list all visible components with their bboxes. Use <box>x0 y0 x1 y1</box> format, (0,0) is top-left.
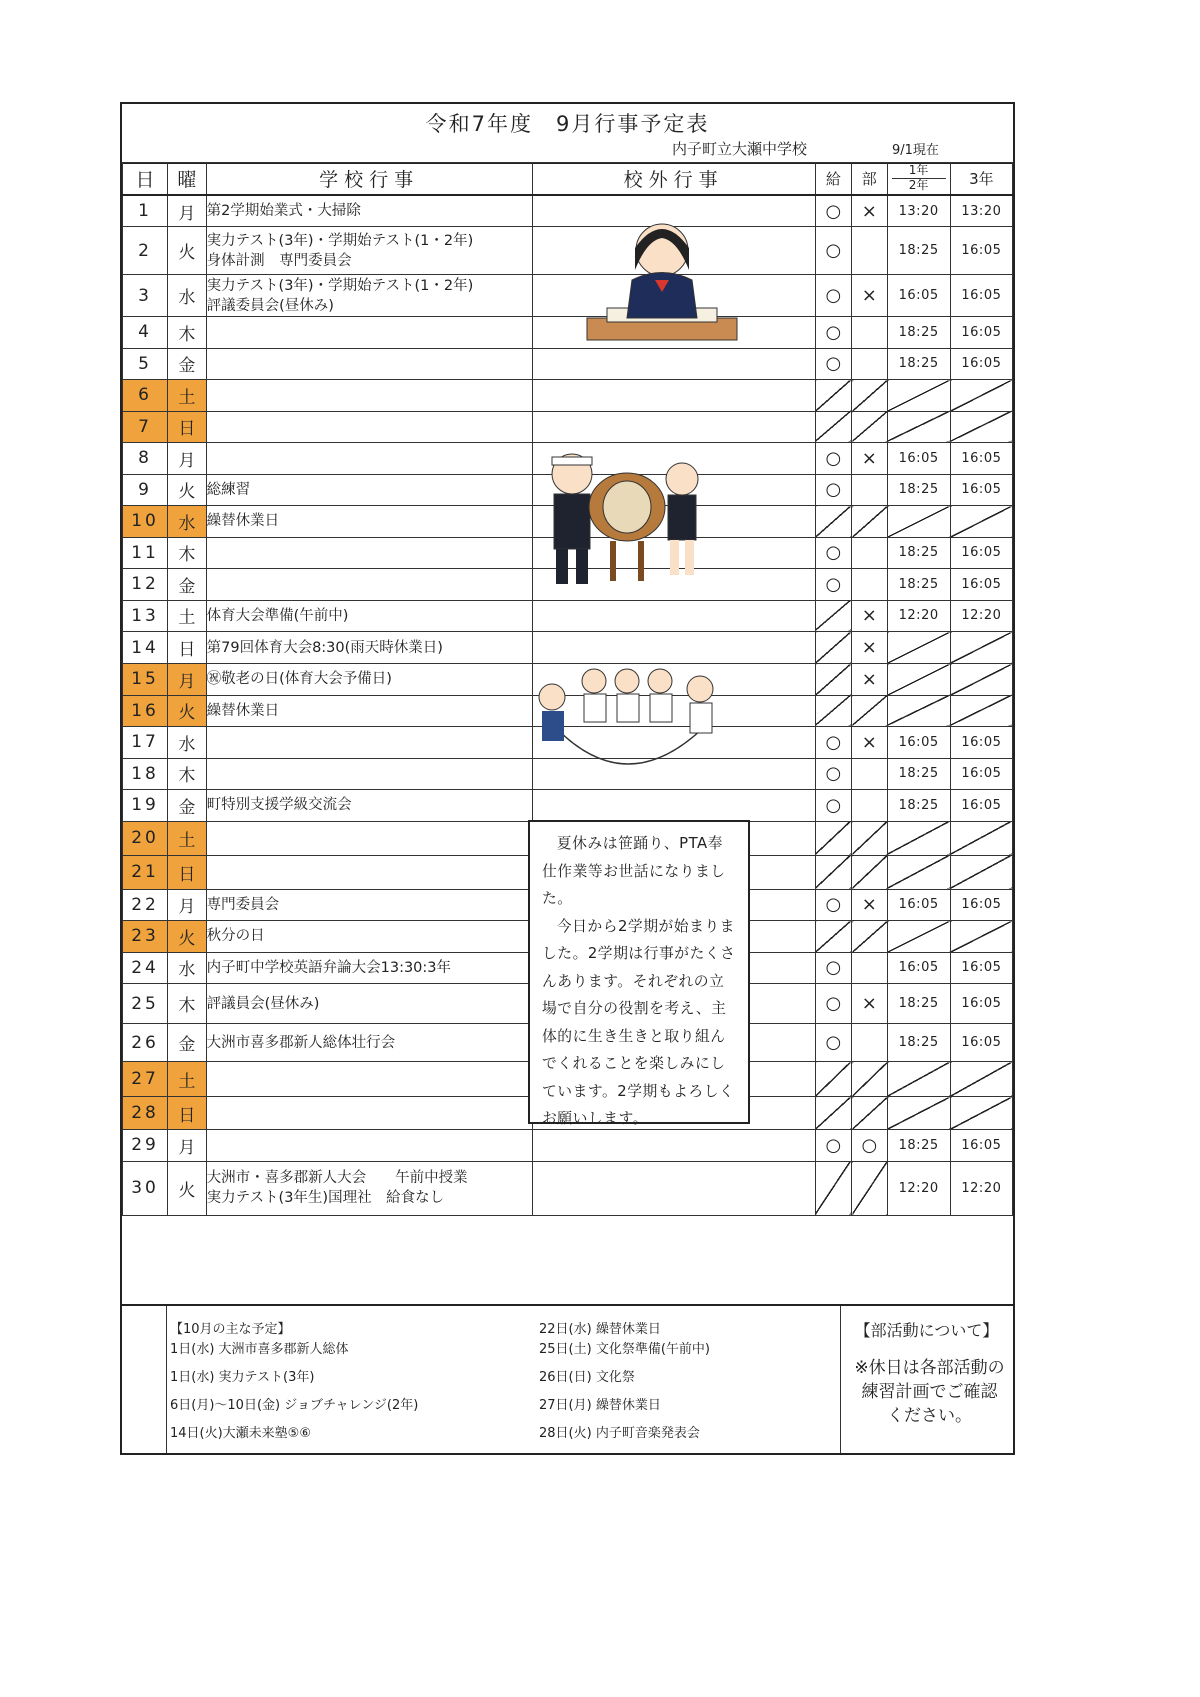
weekday: 水 <box>168 275 207 317</box>
club-cell <box>852 1097 887 1130</box>
school-event-text: 繰替休業日 <box>206 513 280 530</box>
school-event-text: 実力テスト(3年生)国理社 給食なし <box>206 1190 445 1206</box>
grade3-end-time <box>950 506 1012 538</box>
grade3-end-time: 16:05 <box>950 790 1012 822</box>
lunch-cell: ○ <box>815 474 851 506</box>
header-grade12 <box>887 163 950 196</box>
grade3-end-time: 16:05 <box>950 1130 1012 1162</box>
grade12-end-time: 18:25 <box>887 317 950 349</box>
header-row <box>123 163 1013 196</box>
weekday: 木 <box>168 758 207 790</box>
student-writing-illustration <box>577 210 747 355</box>
day-number: 7 <box>123 411 168 443</box>
grade3-end-time: 16:05 <box>950 758 1012 790</box>
club-cell: × <box>852 632 887 664</box>
grade12-end-time <box>887 506 950 538</box>
school-event-text: 大洲市・喜多郡新人大会 午前中授業 <box>206 1170 468 1186</box>
day-number: 21 <box>123 855 168 889</box>
grade12-end-time: 16:05 <box>887 727 950 759</box>
club-cell <box>852 695 887 727</box>
october-item: 6日(月)～10日(金) ジョブチャレンジ(2年) <box>170 1398 419 1413</box>
weekday: 月 <box>168 443 207 475</box>
header-grade2-label: 2年 <box>908 178 929 192</box>
school-event-text: 内子町中学校英語弁論大会13:30:3年 <box>206 959 452 976</box>
lunch-cell <box>815 664 851 696</box>
lunch-cell <box>815 1161 851 1215</box>
grade12-end-time: 16:05 <box>887 275 950 317</box>
weekday: 月 <box>168 195 207 227</box>
lunch-cell: ○ <box>815 790 851 822</box>
grade3-end-time: 16:05 <box>950 537 1012 569</box>
school-event-cell <box>206 443 532 475</box>
weekday: 金 <box>168 1024 207 1062</box>
lunch-cell: ○ <box>815 727 851 759</box>
weekday: 土 <box>168 821 207 855</box>
outside-event-cell <box>532 411 815 443</box>
lunch-cell: ○ <box>815 1130 851 1162</box>
header-weekday: 曜 <box>168 163 207 196</box>
weekday: 水 <box>168 952 207 984</box>
school-event-cell <box>206 1161 532 1215</box>
weekday: 月 <box>168 1130 207 1162</box>
day-number: 29 <box>123 1130 168 1162</box>
club-cell <box>852 317 887 349</box>
weekday: 木 <box>168 984 207 1024</box>
day-number: 14 <box>123 632 168 664</box>
schedule-row <box>123 380 1013 412</box>
grade3-end-time: 16:05 <box>950 227 1012 275</box>
grade12-end-time: 18:25 <box>887 348 950 380</box>
club-cell <box>852 227 887 275</box>
lunch-cell <box>815 695 851 727</box>
lunch-cell: ○ <box>815 889 851 921</box>
header-day: 日 <box>123 163 168 196</box>
header-outside-events: 校外行事 <box>532 163 815 196</box>
grade3-end-time <box>950 695 1012 727</box>
school-event-cell <box>206 695 532 727</box>
grade3-end-time <box>950 411 1012 443</box>
school-event-cell <box>206 537 532 569</box>
lunch-cell: ○ <box>815 569 851 601</box>
weekday: 月 <box>168 889 207 921</box>
school-event-text: 専門委員会 <box>206 896 280 913</box>
grade12-end-time: 18:25 <box>887 758 950 790</box>
club-cell <box>852 506 887 538</box>
outside-event-cell <box>532 380 815 412</box>
club-cell <box>852 380 887 412</box>
title-block <box>122 104 1013 164</box>
school-event-cell <box>206 317 532 349</box>
weekday: 日 <box>168 632 207 664</box>
grade12-end-time <box>887 411 950 443</box>
day-number: 10 <box>123 506 168 538</box>
club-cell <box>852 1062 887 1097</box>
school-event-cell <box>206 921 532 953</box>
day-number: 30 <box>123 1161 168 1215</box>
grade3-end-time <box>950 664 1012 696</box>
weekday: 日 <box>168 1097 207 1130</box>
header-school-events: 学校行事 <box>206 163 532 196</box>
school-event-cell <box>206 195 532 227</box>
grade3-end-time <box>950 1097 1012 1130</box>
school-event-text: 第79回体育大会8:30(雨天時休業日) <box>206 639 443 656</box>
club-cell <box>852 952 887 984</box>
october-heading: 【10月の主な予定】 <box>170 1322 291 1337</box>
school-event-text: 実力テスト(3年)・学期始テスト(1・2年) <box>206 232 474 249</box>
club-cell <box>852 790 887 822</box>
day-number: 5 <box>123 348 168 380</box>
header-club: 部 <box>852 163 887 196</box>
weekday: 火 <box>168 474 207 506</box>
grade3-end-time <box>950 380 1012 412</box>
day-number: 1 <box>123 195 168 227</box>
october-plans <box>166 1306 841 1453</box>
grade3-end-time: 16:05 <box>950 889 1012 921</box>
school-event-text: ㊗敬老の日(体育大会予備日) <box>206 671 392 688</box>
club-cell: ○ <box>852 1130 887 1162</box>
school-event-cell <box>206 821 532 855</box>
lunch-cell: ○ <box>815 195 851 227</box>
grade12-end-time: 16:05 <box>887 889 950 921</box>
grade12-end-time: 16:05 <box>887 443 950 475</box>
club-cell: × <box>852 664 887 696</box>
day-number: 9 <box>123 474 168 506</box>
school-event-text: 実力テスト(3年)・学期始テスト(1・2年) <box>206 277 474 294</box>
school-event-cell <box>206 952 532 984</box>
weekday: 木 <box>168 537 207 569</box>
schedule-row <box>123 600 1013 632</box>
october-item: 22日(水) 繰替休業日 <box>539 1322 661 1337</box>
october-item: 28日(火) 内子町音楽発表会 <box>539 1426 700 1441</box>
school-event-cell <box>206 790 532 822</box>
grade3-end-time: 16:05 <box>950 443 1012 475</box>
lunch-cell: ○ <box>815 984 851 1024</box>
weekday: 火 <box>168 227 207 275</box>
schedule-row <box>123 1130 1013 1162</box>
outside-event-cell <box>532 1161 815 1215</box>
club-cell: × <box>852 984 887 1024</box>
grade3-end-time <box>950 855 1012 889</box>
weekday: 土 <box>168 600 207 632</box>
lunch-cell <box>815 632 851 664</box>
club-cell <box>852 921 887 953</box>
day-number: 22 <box>123 889 168 921</box>
day-number: 11 <box>123 537 168 569</box>
school-event-cell <box>206 411 532 443</box>
day-number: 24 <box>123 952 168 984</box>
weekday: 金 <box>168 348 207 380</box>
day-number: 28 <box>123 1097 168 1130</box>
schedule-row <box>123 227 1013 275</box>
lunch-cell: ○ <box>815 1024 851 1062</box>
school-event-cell <box>206 569 532 601</box>
school-event-cell <box>206 984 532 1024</box>
club-cell: × <box>852 195 887 227</box>
lunch-cell <box>815 506 851 538</box>
school-event-cell <box>206 506 532 538</box>
grade3-end-time: 12:20 <box>950 600 1012 632</box>
grade12-end-time: 16:05 <box>887 952 950 984</box>
weekday: 日 <box>168 411 207 443</box>
weekday: 金 <box>168 790 207 822</box>
weekday: 水 <box>168 727 207 759</box>
club-cell <box>852 569 887 601</box>
grade12-end-time: 18:25 <box>887 227 950 275</box>
day-number: 26 <box>123 1024 168 1062</box>
bottom-section <box>122 1304 1013 1453</box>
club-cell: × <box>852 275 887 317</box>
weekday: 土 <box>168 380 207 412</box>
grade3-end-time: 13:20 <box>950 195 1012 227</box>
grade12-end-time <box>887 632 950 664</box>
grade12-end-time: 18:25 <box>887 984 950 1024</box>
weekday: 火 <box>168 921 207 953</box>
club-note: ※休日は各部活動の練習計画でご確認ください。 <box>854 1358 1005 1426</box>
october-item: 1日(水) 実力テスト(3年) <box>170 1370 315 1385</box>
school-event-text: 秋分の日 <box>206 928 265 945</box>
grade3-end-time: 16:05 <box>950 1024 1012 1062</box>
lunch-cell <box>815 380 851 412</box>
lunch-cell: ○ <box>815 227 851 275</box>
october-item: 26日(日) 文化祭 <box>539 1370 635 1385</box>
lunch-cell <box>815 411 851 443</box>
day-number: 20 <box>123 821 168 855</box>
weekday: 火 <box>168 1161 207 1215</box>
school-name: 内子町立大瀬中学校 <box>672 140 808 158</box>
grade12-end-time: 13:20 <box>887 195 950 227</box>
grade12-end-time: 18:25 <box>887 1024 950 1062</box>
club-cell <box>852 821 887 855</box>
grade3-end-time: 16:05 <box>950 569 1012 601</box>
day-number: 15 <box>123 664 168 696</box>
lunch-cell: ○ <box>815 952 851 984</box>
school-event-text: 総練習 <box>206 481 251 498</box>
day-number: 23 <box>123 921 168 953</box>
october-item: 14日(火)大瀬未来塾⑤⑥ <box>170 1426 311 1441</box>
outside-event-cell <box>532 790 815 822</box>
school-event-cell <box>206 758 532 790</box>
school-event-cell <box>206 348 532 380</box>
weekday: 土 <box>168 1062 207 1097</box>
day-number: 6 <box>123 380 168 412</box>
grade12-end-time: 18:25 <box>887 790 950 822</box>
grade12-end-time <box>887 855 950 889</box>
lunch-cell: ○ <box>815 275 851 317</box>
school-event-cell <box>206 275 532 317</box>
lunch-cell <box>815 1062 851 1097</box>
day-number: 16 <box>123 695 168 727</box>
school-event-cell <box>206 889 532 921</box>
grade12-end-time <box>887 1062 950 1097</box>
lunch-cell <box>815 1097 851 1130</box>
school-event-text: 評議員会(昼休み) <box>206 995 320 1012</box>
grade3-end-time <box>950 1062 1012 1097</box>
club-cell: × <box>852 889 887 921</box>
day-number: 3 <box>123 275 168 317</box>
club-cell: × <box>852 600 887 632</box>
school-event-cell <box>206 600 532 632</box>
grade3-end-time: 16:05 <box>950 727 1012 759</box>
school-event-text: 大洲市喜多郡新人総体壮行会 <box>206 1034 396 1051</box>
grade3-end-time <box>950 921 1012 953</box>
grade3-end-time: 16:05 <box>950 317 1012 349</box>
lunch-cell <box>815 821 851 855</box>
lunch-cell: ○ <box>815 443 851 475</box>
header-grade3: 3年 <box>950 163 1012 196</box>
day-number: 13 <box>123 600 168 632</box>
school-event-text: 町特別支援学級交流会 <box>206 797 352 814</box>
grade12-end-time <box>887 380 950 412</box>
grade12-end-time: 18:25 <box>887 569 950 601</box>
weekday: 水 <box>168 506 207 538</box>
club-cell <box>852 1024 887 1062</box>
lunch-cell: ○ <box>815 317 851 349</box>
header-lunch: 給 <box>815 163 851 196</box>
grade12-end-time: 12:20 <box>887 1161 950 1215</box>
grade3-end-time: 16:05 <box>950 275 1012 317</box>
header-grade1-label: 1年 <box>908 163 929 177</box>
club-cell <box>852 537 887 569</box>
school-event-cell <box>206 1024 532 1062</box>
october-item: 27日(月) 繰替休業日 <box>539 1398 661 1413</box>
page-title: 令和7年度 9月行事予定表 <box>425 112 710 136</box>
october-item: 1日(水) 大洲市喜多郡新人総体 <box>170 1342 349 1357</box>
grade3-end-time: 16:05 <box>950 984 1012 1024</box>
grade12-end-time <box>887 695 950 727</box>
school-event-text: 身体計測 専門委員会 <box>206 252 352 269</box>
message-paragraph: 今日から2学期が始まりました。2学期は行事がたくさんあります。それぞれの立場で自分の役割を考え、主体的に生き生きと取り組んでくれることを楽しみにしています。2学期もよろしくお願いします。 <box>542 917 736 1127</box>
drum-students-illustration <box>532 449 722 599</box>
school-event-cell <box>206 380 532 412</box>
school-event-cell <box>206 1130 532 1162</box>
school-event-text: 体育大会準備(午前中) <box>206 607 349 624</box>
as-of-date: 9/1現在 <box>892 143 939 158</box>
jump-rope-illustration <box>532 659 722 779</box>
grade12-end-time: 18:25 <box>887 537 950 569</box>
grade12-end-time: 12:20 <box>887 600 950 632</box>
grade12-end-time <box>887 821 950 855</box>
lunch-cell <box>815 600 851 632</box>
lunch-cell: ○ <box>815 537 851 569</box>
schedule-row <box>123 790 1013 822</box>
club-cell: × <box>852 443 887 475</box>
weekday: 木 <box>168 317 207 349</box>
club-cell <box>852 411 887 443</box>
grade12-end-time <box>887 664 950 696</box>
club-cell <box>852 1161 887 1215</box>
lunch-cell: ○ <box>815 758 851 790</box>
day-number: 8 <box>123 443 168 475</box>
club-cell: × <box>852 727 887 759</box>
lunch-cell: ○ <box>815 348 851 380</box>
message-paragraph: 夏休みは笹踊り、PTA奉仕作業等お世話になりました。 <box>542 835 726 907</box>
weekday: 火 <box>168 695 207 727</box>
lunch-cell <box>815 921 851 953</box>
school-event-cell <box>206 1097 532 1130</box>
grade3-end-time <box>950 821 1012 855</box>
grade12-end-time <box>887 1097 950 1130</box>
grade12-end-time: 18:25 <box>887 1130 950 1162</box>
day-number: 2 <box>123 227 168 275</box>
schedule-row <box>123 195 1013 227</box>
schedule-row <box>123 275 1013 317</box>
school-event-cell <box>206 632 532 664</box>
school-event-cell <box>206 474 532 506</box>
school-event-cell <box>206 855 532 889</box>
club-title: 【部活動について】 <box>854 1321 999 1340</box>
day-number: 18 <box>123 758 168 790</box>
day-number: 4 <box>123 317 168 349</box>
club-cell <box>852 758 887 790</box>
grade12-end-time <box>887 921 950 953</box>
grade3-end-time <box>950 632 1012 664</box>
grade3-end-time: 16:05 <box>950 474 1012 506</box>
day-number: 12 <box>123 569 168 601</box>
lunch-cell <box>815 855 851 889</box>
day-number: 27 <box>123 1062 168 1097</box>
outside-event-cell <box>532 1130 815 1162</box>
school-event-text: 繰替休業日 <box>206 702 280 719</box>
schedule-row <box>123 411 1013 443</box>
school-event-cell <box>206 1062 532 1097</box>
school-event-text: 評議委員会(昼休み) <box>206 297 334 314</box>
club-activities-box <box>840 1306 1013 1453</box>
october-item: 25日(土) 文化祭準備(午前中) <box>539 1342 710 1357</box>
schedule-row <box>123 317 1013 349</box>
grade3-end-time: 16:05 <box>950 348 1012 380</box>
day-number: 17 <box>123 727 168 759</box>
day-number: 19 <box>123 790 168 822</box>
school-event-cell <box>206 727 532 759</box>
weekday: 日 <box>168 855 207 889</box>
schedule-row <box>123 1161 1013 1215</box>
grade12-end-time: 18:25 <box>887 474 950 506</box>
school-event-cell <box>206 227 532 275</box>
weekday: 金 <box>168 569 207 601</box>
grade3-end-time: 12:20 <box>950 1161 1012 1215</box>
weekday: 月 <box>168 664 207 696</box>
club-cell <box>852 474 887 506</box>
schedule-sheet <box>120 102 1015 1455</box>
day-number: 25 <box>123 984 168 1024</box>
school-event-text: 第2学期始業式・大掃除 <box>206 203 361 219</box>
club-cell <box>852 855 887 889</box>
school-event-cell <box>206 664 532 696</box>
schedule-row <box>123 348 1013 380</box>
club-cell <box>852 348 887 380</box>
principal-message <box>528 820 750 1127</box>
grade3-end-time: 16:05 <box>950 952 1012 984</box>
outside-event-cell <box>532 600 815 632</box>
